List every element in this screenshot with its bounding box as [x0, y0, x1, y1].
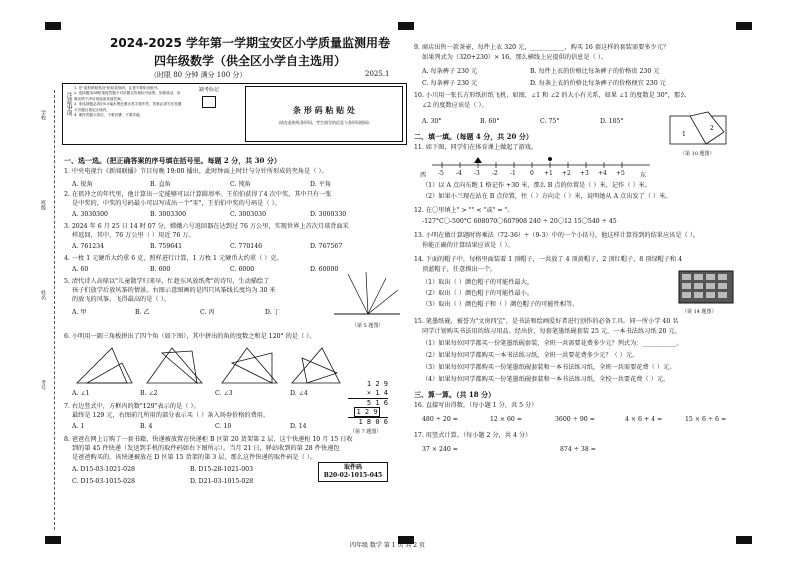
- option: A. 3030300: [72, 211, 108, 218]
- registration-mark: [45, 22, 61, 30]
- question-12: 12. 在〇里填上" > "" < "或" = "。: [414, 207, 514, 214]
- figure-caption: （第 14 题图）: [682, 309, 717, 315]
- question-3: 3. 2024 年 6 月 25 日 14 时 07 分，嫦娥六号返回器在达到过 76 万公里，实现世界上首次月球背面采: [64, 223, 349, 230]
- option: A. 761234: [72, 243, 105, 250]
- column-calc-item: 37 × 240 =: [422, 446, 458, 453]
- option: C. 3003030: [230, 211, 267, 218]
- calc-boxed-row: 1 2 9: [356, 408, 378, 416]
- question-1: 1. 中央电视台《新闻联播》节目每晚 19:00 播出，此时钟面上时针与分针所形成的夹角是（ ）。: [64, 168, 328, 175]
- option: C. 770146: [230, 243, 263, 250]
- question-15-part: （1）如果每位同学都买一份笔墨纸砚套装，全班一共需要花费多少元？列式为：___________。: [422, 340, 683, 347]
- question-8: 8. 爸爸在网上订购了一套书籍，快递被放置在快递柜 B 区第 20 货架第 2 层，这个快递柜 10 月 15 日收: [64, 436, 353, 443]
- number-line-label: +3: [580, 170, 589, 177]
- question-16: 16. 直接写出得数。（每小题 1 分，共 5 分）: [414, 402, 538, 409]
- folded-paper-figure: [668, 110, 730, 148]
- option: D. ∠4: [290, 390, 308, 397]
- option: B. 600: [150, 266, 171, 273]
- note-item: 4. 保持答题卡清洁，不要折叠、不要弄破。: [74, 113, 144, 118]
- pickup-code-label: 取件码: [343, 464, 362, 471]
- exam-title: 2024-2025 学年第一学期宝安区小学质量监测用卷: [110, 36, 390, 50]
- option: A. 锐角: [72, 181, 93, 188]
- pickup-code-value: B20-02-1015-045: [323, 472, 383, 479]
- exam-info: （时限 80 分钟 满分 100 分）: [150, 71, 247, 79]
- question-8-line3: 是爸爸购买的，该快递被放在 D 区第 15 货架的第 3 层，那么这件快递的取件码是（ ）。: [72, 454, 316, 461]
- section-2-title: 二、填一填。（每题 4 分，共 20 分）: [414, 132, 533, 141]
- number-line-label: 西: [420, 172, 427, 179]
- option: C. 10: [215, 423, 232, 430]
- section-1-title: 一、选一选。（把正确答案的序号填在括号里。每题 2 分，共 30 分）: [64, 156, 281, 165]
- section-3-title: 三、算一算。（共 18 分）: [414, 390, 496, 399]
- absent-mark-box: [180, 86, 238, 122]
- mental-calc-item: 15 × 6 ÷ 6 =: [685, 416, 727, 423]
- pickup-code-box: [318, 462, 388, 482]
- option: B. ∠2: [140, 390, 158, 397]
- question-3-line2: 样返回，其中，76 万公里（ ）用近 76 万。: [72, 232, 195, 239]
- option: A. 每条裤子 230 元: [422, 68, 478, 75]
- option: C. 钝角: [230, 181, 251, 188]
- option: B. D15-28-1021-003: [190, 466, 254, 473]
- option: C. 6000: [230, 266, 255, 273]
- side-label-name: 姓名: [40, 290, 46, 300]
- option: A. 甲: [72, 309, 87, 316]
- number-line-label: +1: [544, 170, 553, 177]
- option: D. 767567: [310, 243, 343, 250]
- question-14-part: （1）取出（ ）颜色帽子的可能性最大。: [422, 279, 534, 286]
- barcode-area: [245, 86, 403, 142]
- number-line-label: +2: [562, 170, 571, 177]
- question-2: 2. 在祖冲之的年代里，他计算出一定能够可以计算圆周率。王伯伯获得了4 次中奖，其中只有一张: [64, 191, 332, 198]
- option: C. 丙: [200, 309, 215, 316]
- number-line-label: -5: [438, 170, 444, 177]
- option: D. 丁: [265, 309, 280, 316]
- option: B. 3003300: [150, 211, 187, 218]
- option: C. D15-03-1015-028: [72, 478, 135, 485]
- mental-calc-item: 3600 ÷ 90 =: [555, 416, 595, 423]
- question-14: 14. 下面的帽子中，每格里面装着 1 顶帽子，一共放了 4 顶黄帽子、2 顶红帽子、8 顶绿帽子和 4: [414, 256, 683, 263]
- option: C. 75°: [540, 118, 560, 125]
- question-11-part1: （1）以 A 点向东跑 1 格记作 +30 米，那么 B 点的位置是（ ）米，记作（ ）米。: [422, 182, 652, 189]
- number-line-label: -1: [510, 170, 516, 177]
- column-calc-item: 874 ÷ 38 =: [560, 446, 596, 453]
- option: A. 1: [72, 423, 85, 430]
- question-17: 17. 用竖式计算。（每小题 2 分，共 4 分）: [414, 432, 532, 439]
- option: B. 4: [140, 423, 153, 430]
- question-15-part: （4）如果每位同学都购买一份笔墨纸砚套装和一本书法练习纸，全校一共要花费（ ）元。: [422, 376, 670, 383]
- barcode-title: 条 形 码 粘 贴 处: [293, 106, 355, 115]
- point-b-marker: [548, 157, 552, 161]
- question-12-items: -127°C〇-500°C 608070〇607908 240 ÷ 20〇12 15〇540 ÷ 45: [422, 218, 617, 225]
- number-line-label: 0: [530, 170, 534, 177]
- question-14-part: （3）取出（ ）颜色帽子和（ ）颜色帽子的可能性相等。: [422, 301, 579, 308]
- number-line-label: -4: [456, 170, 462, 177]
- option: B. 60°: [480, 118, 500, 125]
- question-11: 11. 如下图，同学们在体育课上做起了游戏。: [414, 144, 538, 151]
- question-10-line2: ∠2 的度数应该是（ ）。: [422, 102, 488, 109]
- point-a-marker: [474, 157, 482, 163]
- question-4: 4. 一枚 1 元硬币大约重 6 克，照样进行计算，1 万枚 1 元硬币大约重（ ）克。: [64, 255, 283, 262]
- note-item: 2. 选择题用2B铅笔将答题卡对应题目答案标号涂黑，如需改动，用橡皮擦干净后再选涂其他答案。: [74, 91, 181, 101]
- calc-row: 5 1 6: [366, 399, 388, 407]
- triangle-angles-figure: [72, 343, 342, 387]
- question-7: 7. 右边竖式中，方框内的数"129"表示的是（ ）。: [64, 403, 200, 410]
- page-footer: 四年级 数学 第 1 页 共 2 页: [350, 542, 425, 549]
- absent-label: 缺考标记: [198, 87, 219, 93]
- note-item: 1. 在"条形码粘贴处"粘贴条形码，注意不要贴出框外。: [74, 86, 161, 90]
- kite-diagram: [328, 268, 404, 318]
- binding-line: [54, 90, 55, 530]
- question-5-line3: 的放飞的风筝，飞得最高的是（ ）。: [72, 296, 170, 303]
- number-line-label: -3: [474, 170, 480, 177]
- side-label-class: 班级: [40, 200, 46, 210]
- side-label-school: 学校: [40, 110, 46, 120]
- registration-mark: [398, 22, 414, 30]
- calc-row: × 1 4: [348, 389, 388, 399]
- option: D. 60000: [310, 266, 339, 273]
- option: B. 乙: [135, 309, 150, 316]
- figure-caption: （第 5 题图）: [352, 323, 384, 329]
- number-line-label: -2: [492, 170, 498, 177]
- question-15-part: （2）如果每位同学都购买一本书法练习纸，全班一共要花费多少元？（ ）元。: [422, 352, 639, 359]
- side-label-id: 考号: [40, 380, 46, 390]
- question-5-line2: 孩子们放学后放风筝的情景。右图示意图画的是四只风筝线长度均为 30 米: [72, 287, 276, 294]
- question-15-line2: 同学计划购买书法用的练习用品。经出价，每套笔墨纸砚套装 25 元，一本书法练习纸 20 元。: [422, 328, 681, 335]
- option: A. D15-03-1021-028: [72, 466, 135, 473]
- option: A. 60: [72, 266, 89, 273]
- option: B. 759641: [150, 243, 183, 250]
- figure-caption: （第 10 题图）: [680, 151, 715, 157]
- question-9-line2: 如果列式为（320+230）× 16，那么横线上应提供的信息是（ ）。: [422, 54, 608, 61]
- question-14-part: （2）取出（ ）颜色帽子的可能性最小。: [422, 290, 534, 297]
- registration-mark: [45, 536, 61, 544]
- option: C. ∠3: [215, 390, 233, 397]
- option: A. ∠1: [72, 390, 90, 397]
- calc-row: 1 2 9: [366, 380, 388, 388]
- vertical-multiplication: [348, 380, 388, 427]
- question-9: 9. 商店出售一款茶壶，每件上衣 320 元，___________，购买 16 套这样的套装需要多少元？: [414, 44, 670, 51]
- notes-label: 注意事项: [65, 92, 72, 116]
- number-line-label: +5: [616, 170, 625, 177]
- calc-row: [348, 408, 388, 417]
- option: C. 每条裤子 230 元: [422, 80, 478, 87]
- question-2-line2: 是中奖的，中奖的号码最小可以写成出一个"零"，王伯伯中奖的号码是（ ）。: [72, 200, 281, 207]
- option: D. 105°: [600, 118, 624, 125]
- question-6: 6. 小明用一副三角板拼出了四个角（如下图），其中拼出的角的度数之和是 120° 的是（ ）。: [64, 333, 316, 340]
- figure-caption: （第 7 题图）: [350, 429, 382, 435]
- barcode-sub: (请在此粘贴条形码，考生填写的信息与条形码相同): [278, 120, 370, 125]
- option: B. 每件上衣的价格比每条裤子的价格贵 230 元: [530, 68, 660, 75]
- notes: [74, 86, 184, 118]
- question-7-line2: 最终是 129 元，右图前几所用的部分表示买（ ）条入场券价格的费用。: [72, 412, 270, 419]
- number-line-label: 东: [640, 172, 647, 179]
- option: A. 30°: [422, 118, 442, 125]
- option: B. 直角: [150, 181, 171, 188]
- mental-calc-item: 480 ÷ 20 =: [422, 416, 458, 423]
- question-15-part: （3）如果每位同学都购买一份笔墨纸砚套装和一本书法练习纸，全班一共需要花费（ ）元。: [422, 364, 676, 371]
- absent-checkbox[interactable]: [202, 96, 216, 108]
- svg-text:2: 2: [710, 125, 714, 132]
- mental-calc-item: 12 × 60 =: [490, 416, 523, 423]
- calc-row: 1 8 0 6: [348, 417, 388, 427]
- registration-mark: [736, 22, 752, 30]
- option: D. 3000330: [310, 211, 347, 218]
- hat-grid-figure: [678, 270, 734, 304]
- svg-text:1: 1: [682, 131, 686, 138]
- question-11-part2: （2）如果小兰现在站在 B 点位置，往（ ）方向走（ ）米，说明她从 A 点出发了（ ）米。: [422, 193, 672, 200]
- option: D. D21-03-1015-028: [190, 478, 254, 485]
- number-line-label: +4: [598, 170, 607, 177]
- question-8-line2: 到的第 45 件快递（发送到手机的取件码如右下图所示）。当月 21 日，驿站收到的第 28 件快递包: [72, 445, 340, 452]
- registration-mark: [736, 536, 752, 544]
- mental-calc-item: 4 × 6 + 4 =: [625, 416, 663, 423]
- exam-subtitle: 四年级数学（供全区小学自主选用）: [153, 54, 346, 68]
- question-10: 10. 小川用一张长方形纸折纸飞机，如图，∠1 和 ∠2 的大小有关系，如果 ∠1 的度数是 30°，那么: [414, 92, 687, 99]
- number-line: [418, 155, 658, 181]
- option: D. 每条上衣的价格比每条裤子的价格便宜 230 元: [530, 80, 666, 87]
- note-item: 3. 非选择题必须用0.5毫米黑色墨水签字笔作答，答案必须写在答题卡各题目指定区域内。: [74, 102, 182, 112]
- question-13-line2: 你能正确的计算结果应该是（ ）。: [422, 242, 514, 249]
- question-5: 5. 清代诗人高鼎以"儿童散学归来早，忙趁东风放纸鸢"的诗句，生动描绘了: [64, 278, 270, 285]
- question-13: 13. 小明在做计算题时将乘法（72-36）÷（9-3）中的一个小括号，他这样计算得到的结果应该是（ ）。: [414, 232, 699, 239]
- question-15: 15. 笔墨纸砚，被誉为"文房四宝"，是书法和绘画爱好者进行创作的必备工具。同一所小学 40 名: [414, 318, 679, 325]
- option: D. 平角: [310, 181, 332, 188]
- exam-date: 2025.1: [365, 70, 390, 78]
- question-14-line2: 顶蓝帽子，任意摸出一个。: [422, 266, 497, 273]
- option: D. 14: [290, 423, 307, 430]
